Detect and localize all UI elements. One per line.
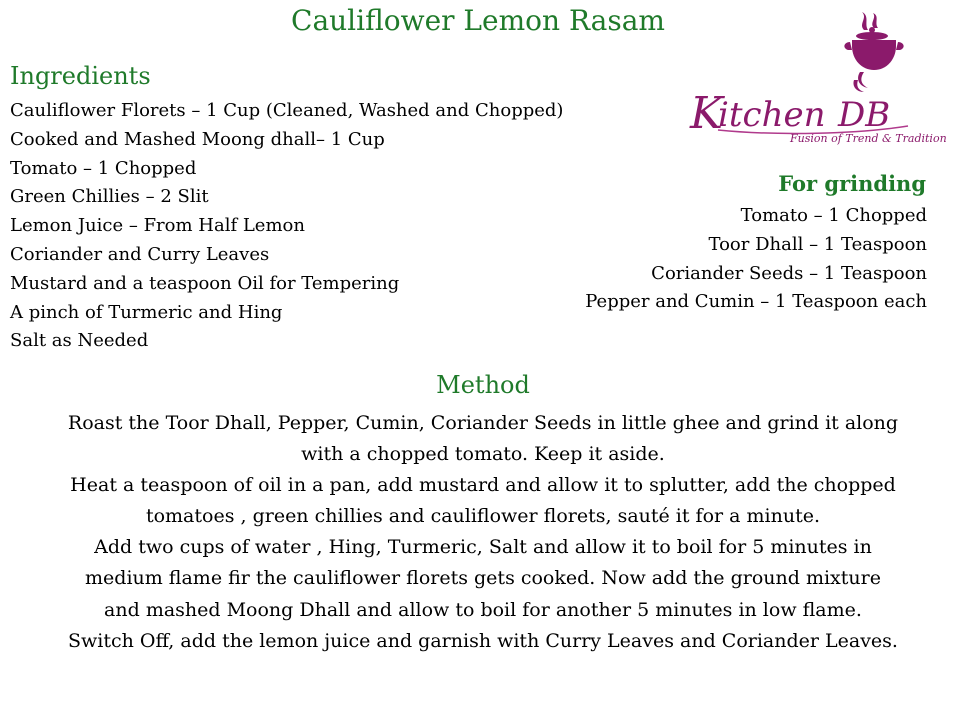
ingredient-item: Green Chillies – 2 Slit: [10, 186, 209, 208]
ingredients-heading: Ingredients: [10, 62, 151, 90]
method-line: medium flame fir the cauliflower florets gets cooked. Now add the ground mixture: [85, 567, 881, 590]
ingredient-item: Mustard and a teaspoon Oil for Tempering: [10, 272, 400, 294]
ingredient-item: Tomato – 1 Chopped: [10, 157, 197, 179]
grinding-item: Pepper and Cumin – 1 Teaspoon each: [585, 291, 927, 313]
grinding-item: Tomato – 1 Chopped: [740, 205, 927, 226]
method-line: Roast the Toor Dhall, Pepper, Cumin, Coriander Seeds in little ghee and grind it along: [67, 412, 899, 434]
cooking-pot-icon: [844, 12, 903, 92]
ingredient-item: Salt as Needed: [10, 330, 149, 352]
svg-text:Fusion of Trend & Tradition: Fusion of Trend & Tradition: [790, 132, 947, 145]
grinding-item: Toor Dhall – 1 Teaspoon: [708, 233, 927, 255]
method-line: with a chopped tomato. Keep it aside.: [301, 443, 665, 466]
ingredient-item: A pinch of Turmeric and Hing: [10, 301, 283, 323]
method-line: and mashed Moong Dhall and allow to boil for another 5 minutes in low flame.: [104, 598, 862, 621]
ingredient-item: Cauliflower Florets – 1 Cup (Cleaned, Washed and Chopped): [10, 100, 564, 121]
grinding-item: Coriander Seeds – 1 Teaspoon: [651, 262, 927, 284]
method-line: tomatoes , green chillies and cauliflower florets, sauté it for a minute.: [145, 505, 821, 528]
method-line: Heat a teaspoon of oil in a pan, add mustard and allow it to splutter, add the chopped: [70, 474, 896, 497]
page-title: Cauliflower Lemon Rasam: [291, 4, 665, 37]
kitchen-db-logo: [688, 10, 950, 146]
svg-text:K: K: [690, 88, 723, 139]
grinding-list: [585, 202, 927, 317]
grinding-heading: For grinding: [778, 171, 926, 196]
svg-text:DB: DB: [838, 95, 891, 135]
svg-text:itchen: itchen: [718, 95, 826, 135]
ingredient-item: Cooked and Mashed Moong dhall– 1 Cup: [10, 128, 385, 150]
method-text: [0, 408, 960, 657]
ingredient-list: [10, 97, 563, 356]
method-line: Add two cups of water , Hing, Turmeric, Salt and allow it to boil for 5 minutes in: [94, 536, 872, 559]
ingredient-item: Coriander and Curry Leaves: [10, 243, 270, 265]
method-line: Switch Off, add the lemon juice and garnish with Curry Leaves and Coriander Leaves.: [68, 629, 898, 652]
method-heading: Method: [436, 371, 530, 399]
ingredient-item: Lemon Juice – From Half Lemon: [10, 215, 305, 237]
